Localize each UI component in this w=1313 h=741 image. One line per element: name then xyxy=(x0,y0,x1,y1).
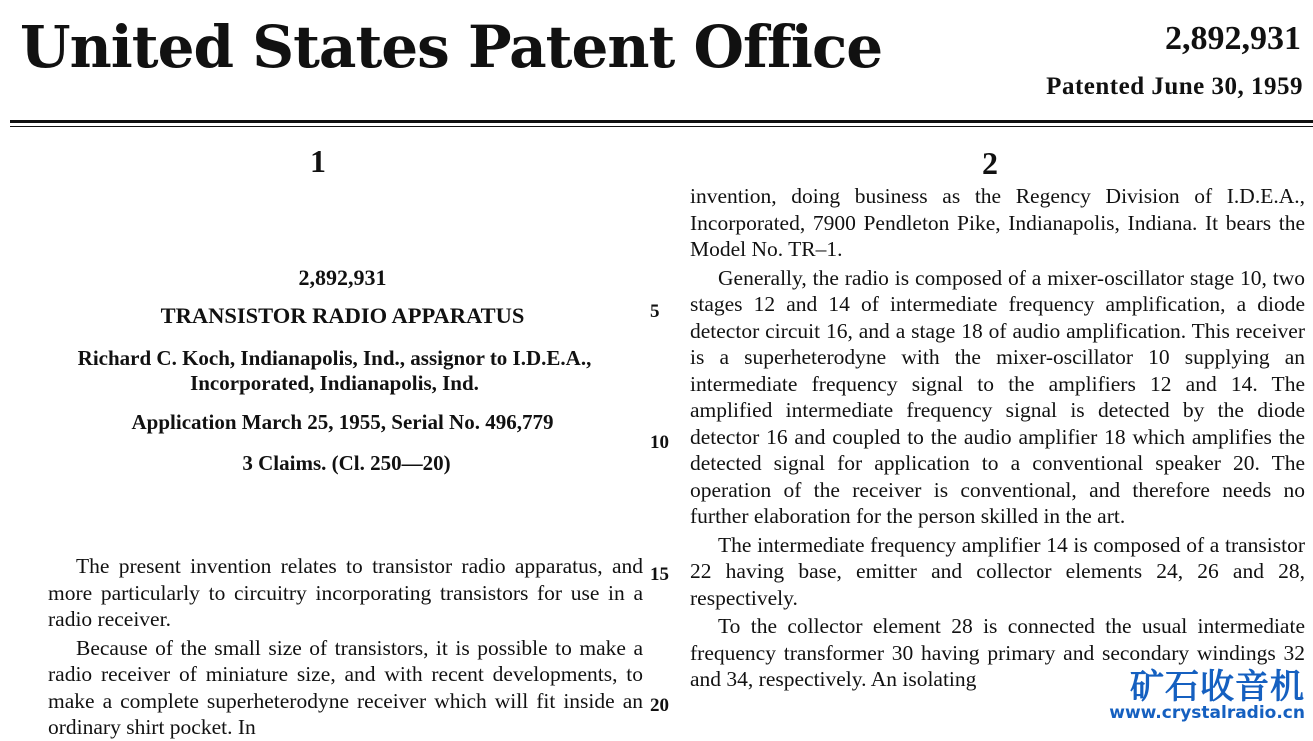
header-rule-thin xyxy=(10,126,1313,127)
header-rule-thick xyxy=(10,120,1313,123)
application-line: Application March 25, 1955, Serial No. 496,779 xyxy=(131,410,554,434)
inventor-line-1: Richard C. Koch, Indianapolis, Ind., assignor to I.D.E.A., xyxy=(77,346,592,370)
inventor-line-2: Incorporated, Indianapolis, Ind. xyxy=(190,371,479,395)
patent-number: 2,892,931 xyxy=(1165,20,1301,57)
paragraph: To the collector element 28 is connected the usual intermediate frequency transformer 30 having primary and secondary windings 32 and 34, respectively. An isolating xyxy=(690,614,1305,691)
office-title: United States Patent Office xyxy=(20,13,883,81)
site-watermark xyxy=(1109,667,1305,723)
column-number: 1 xyxy=(310,143,326,179)
line-number: 5 xyxy=(650,301,660,322)
column-2-body xyxy=(690,183,1305,693)
paragraph: The present invention relates to transistor radio apparatus, and more particularly to circuitry incorporating transistors for use in a radio receiver. xyxy=(48,554,643,631)
paragraph: The intermediate frequency amplifier 14 is composed of a transistor 22 having base, emitter and collector elements 24, 26 and 28, respectively. xyxy=(690,532,1305,610)
column-number: 2 xyxy=(982,145,998,181)
paragraph: Generally, the radio is composed of a mixer-oscillator stage 10, two stages 12 and 14 of intermediate frequency amplification, a diode detector circuit 16, and a stage 18 of audio amplification. This receiver is a superheterodyne with the mixer-oscillator 10 supplying an intermediate frequency signal to the amplifiers 12 and 14. The amplified intermediate frequency signal is detected by the diode detector 16 and coupled to the audio amplifier 18 which amplifies the detected signal for application to a conventional speaker 20. The operation of the receiver is conventional, and therefore needs no further elaboration for the person skilled in the art. xyxy=(690,265,1305,528)
watermark-url: www.crystalradio.cn xyxy=(1109,703,1305,723)
patented-date: Patented June 30, 1959 xyxy=(1046,73,1303,100)
watermark-text: 矿石收音机 xyxy=(1130,667,1305,707)
line-number: 10 xyxy=(650,432,669,453)
paragraph: Because of the small size of transistors, it is possible to make a radio receiver of miniature size, and with recent developments, to make a complete superheterodyne receiver which will fit inside an ordinary shirt pocket. In xyxy=(48,635,643,739)
line-number: 20 xyxy=(650,695,669,716)
paragraph: invention, doing business as the Regency Division of I.D.E.A., Incorporated, 7900 Pendleton Pike, Indianapolis, Indiana. It bears the Model No. TR–1. xyxy=(690,184,1305,261)
claims-line: 3 Claims. (Cl. 250—20) xyxy=(242,451,451,475)
line-number: 15 xyxy=(650,564,669,585)
patent-title: TRANSISTOR RADIO APPARATUS xyxy=(160,303,525,328)
column-1-body xyxy=(48,553,643,741)
patent-number-sub: 2,892,931 xyxy=(298,265,387,290)
